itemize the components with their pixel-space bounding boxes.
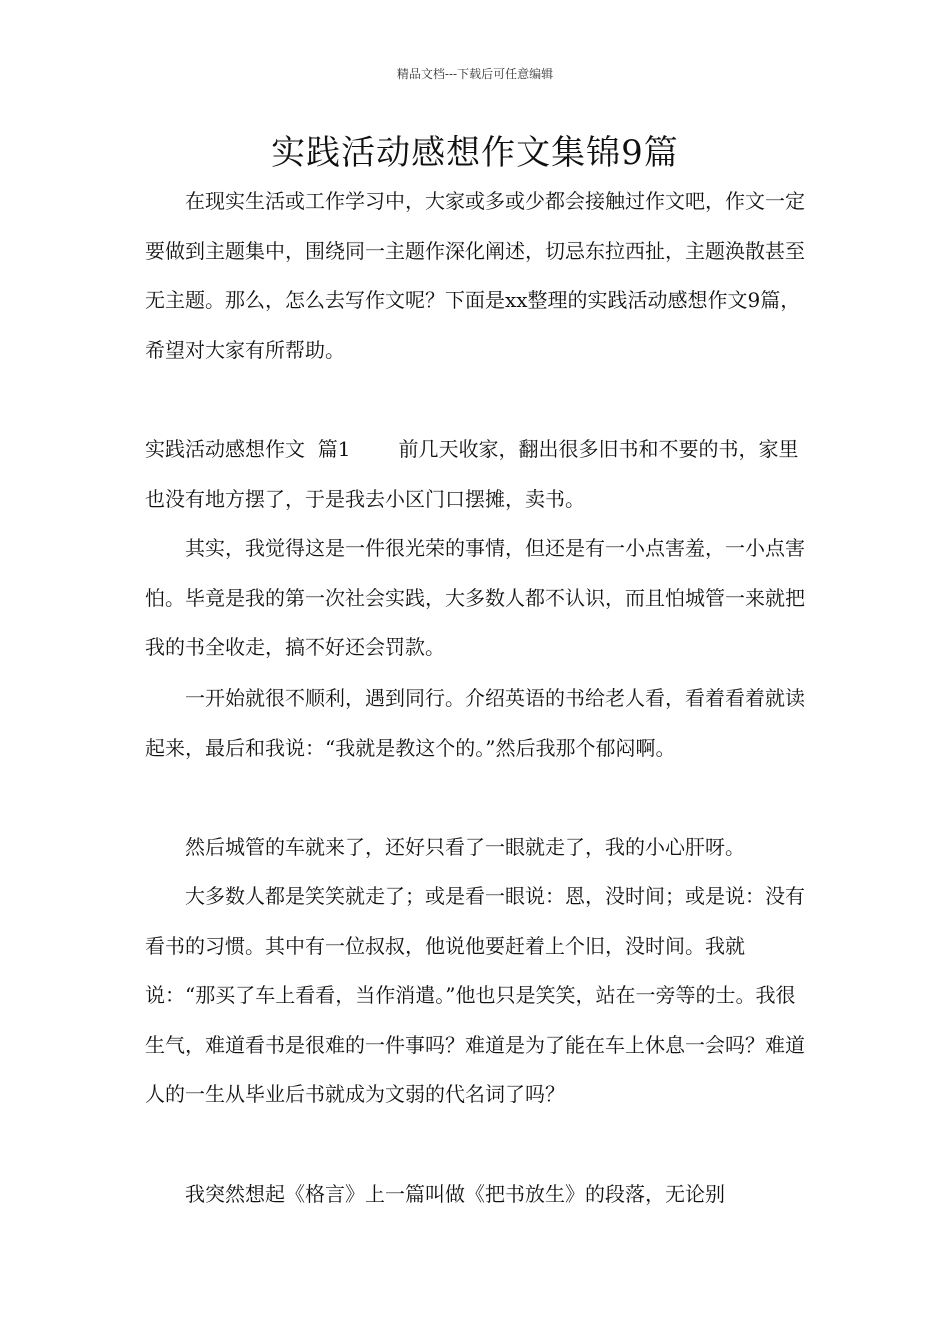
document-title: 实践活动感想作文集锦9篇 (271, 133, 679, 173)
paragraph: 大多数人都是笑笑就走了；或是看一眼说：恩，没时间；或是说：没有看书的习惯。其中有一位叔叔，他说他要赶着上个旧，没时间。我就说：“那买了车上看看，当作消遣。”他也只是笑笑，站在一旁等的士。我很生气，难道看书是很难的一件事吗？难道是为了能在车上休息一会吗？难道人的一生从毕业后书就成为文弱的代名词了吗？ (145, 884, 805, 1106)
section-1-first-paragraph: 前几天收家，翻出很多旧书和不要的书，家里也没有地方摆了，于是我去小区门口摆摊，卖书。 (145, 437, 799, 511)
paragraph: 我突然想起《格言》上一篇叫做《把书放生》的段落，无论别 (185, 1182, 725, 1206)
paragraph: 然后城管的车就来了，还好只看了一眼就走了，我的小心肝呀。 (185, 835, 745, 859)
section-heading: 实践活动感想作文 篇1 (145, 437, 351, 461)
paragraph: 一开始就很不顺利，遇到同行。介绍英语的书给老人看，看着看着就读起来，最后和我说：“我就是教这个的。”然后我那个郁闷啊。 (145, 686, 805, 760)
section-1-block (145, 425, 815, 524)
paragraph: 其实，我觉得这是一件很光荣的事情，但还是有一小点害羞，一小点害怕。毕竟是我的第一次社会实践，大多数人都不认识，而且怕城管一来就把我的书全收走，搞不好还会罚款。 (145, 536, 805, 659)
page-header: 精品文档---下载后可任意编辑 (396, 67, 554, 81)
intro-paragraph: 在现实生活或工作学习中，大家或多或少都会接触过作文吧，作文一定要做到主题集中，围绕同一主题作深化阐述，切忌东拉西扯，主题涣散甚至无主题。那么，怎么去写作文呢？下面是xx整理的实践活动感想作文9篇，希望对大家有所帮助。 (145, 189, 805, 362)
